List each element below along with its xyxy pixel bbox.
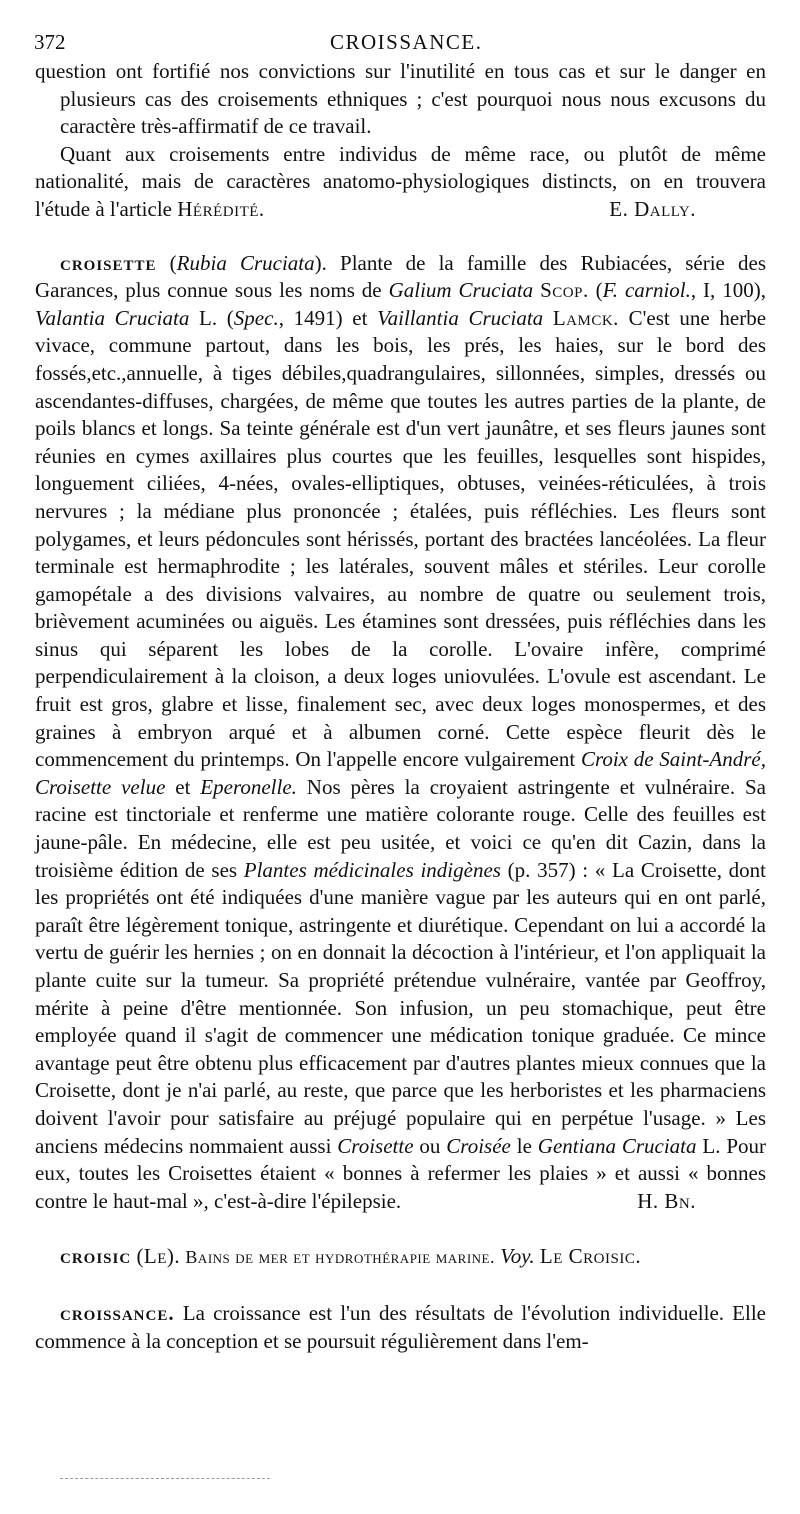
latin-name: Valantia Cruciata (35, 305, 190, 330)
text-body: L. Pour eux, toutes les Croisettes étaient « bonnes à refermer les plaies » et aussi « bonnes contre le haut-mal », c'est-à-dire l'épilepsie. (35, 1133, 767, 1213)
text-body: La croissance est l'un des résultats de l'évolution individuelle. Elle commence à la conception et se poursuit régulièrement dans l'em- (35, 1300, 766, 1353)
vernacular-names: Croix de Saint-André, Croisette velue (35, 747, 766, 799)
author-abbrev: Scop. (540, 278, 589, 303)
citation: F. carniol. (602, 278, 691, 303)
headword-croisette: croisette (60, 250, 157, 275)
book-title: Plantes médicinales indigènes (243, 857, 501, 882)
latin-name: Vaillantia Cruciata (377, 305, 544, 330)
latin-name: Gentiana Cruciata (537, 1133, 697, 1158)
entry-croisic (35, 1243, 766, 1272)
citation: Spec. (233, 305, 279, 330)
signature-bn: H. Bn. (637, 1188, 696, 1213)
signature-dally: E. Dally. (609, 196, 696, 221)
latin-name: Galium Cruciata (388, 278, 534, 303)
cross-reference: Le Croisic. (539, 1244, 642, 1269)
text-body: C'est une herbe vivace, commune partout, dans les bois, les prés, les haies, sur le bord des fossés,etc.,annuelle, à tiges débiles,quadrangulaires, sillonnées, simples, dressés ou ascendantes-diffuses, chargées, de même que toutes les autres parties de la plante, de poils blancs et longs. Sa teinte générale est d'un vert jaunâtre, et ses fleurs jaunes sont réunies en cymes axillaires plus courtes que les feuilles, lesquelles sont hispides, longuement ciliées, 4-nées, ovales-elliptiques, obtuses, veinées-réticulées, à trois nervures ; la médiane plus prononcée ; étalées, puis réfléchies. Les fleurs sont polygames, et leurs pédoncules sont hérissés, portant des bractées lancéolées. La fleur terminale est hermaphrodite ; les latérales, souvent mâles et stériles. Leur corolle gamopétale a des divisions valvaires, au nombre de quatre ou seulement trois, brièvement acuminées ou aiguës. Les étamines sont dressées, puis réfléchies dans les sinus qui séparent les lobes de la corolle. L'ovaire infère, comprimé perpendiculairement à la cloison, a deux loges uniovulées. L'ovule est ascendant. Le fruit est gros, glabre et lisse, finalement sec, avec deux loges monospermes, et des graines à embryon arqué et à albumen corné. Cette espèce fleurit dès le commencement du printemps. On l'appelle encore vulgairement (35, 305, 767, 772)
page-number: 372 (34, 30, 66, 54)
headword-croisic: croisic (60, 1244, 132, 1269)
text-frag: le (516, 1133, 532, 1158)
author-abbrev: Lamck. (552, 305, 619, 330)
intro-text-2: Quant aux croisements entre individus de même race, ou plutôt de même nationalité, mais de caractères anatomo-physiologiques distincts, on en trouvera l'étude à l'article (35, 141, 766, 221)
entry-croisette (35, 250, 766, 1216)
text-frag: ( (595, 278, 603, 303)
text-body: Nos pères la croyaient astringente et vulnéraire. Sa racine est tinctoriale et renferme une matière colorante rouge. Celle des feuilles est jaune-pâle. En médecine, elle est peu usitée, et voici ce qu'en dit Cazin, dans la troisième édition de ses (35, 774, 766, 882)
text-frag: , 1491) et (278, 305, 368, 330)
intro-cross-reference: Hérédité. (177, 196, 265, 221)
text-frag: ou (419, 1133, 441, 1158)
text-frag: (Le). (136, 1244, 181, 1269)
page (34, 28, 767, 1355)
vernacular-name: Croisée (446, 1133, 511, 1158)
text-frag: et (175, 774, 191, 799)
vernacular-name: Eperonelle. (200, 774, 297, 799)
intro-text-1: question ont fortifié nos convictions sur l'inutilité en tous cas et sur le danger en plusieurs cas des croisements ethniques ; c'est pourquoi nous nous excusons du caractère très-affirmatif de ce travail. (35, 59, 766, 139)
intro-paragraph-1 (35, 58, 766, 141)
latin-name: Rubia Cruciata (176, 250, 315, 275)
entry-croissance (35, 1300, 766, 1355)
see-abbrev: Voy. (500, 1244, 535, 1269)
text-frag: ( (169, 250, 177, 275)
text-frag: L. ( (199, 305, 234, 330)
cross-reference-topic: Bains de mer et hydrothérapie marine. (185, 1247, 495, 1268)
headword-croissance: croissance. (60, 1300, 175, 1325)
text-frag: ). Plante de la famille des Rubiacées, série des Garances, plus connue sous les noms de (35, 250, 766, 303)
vernacular-name: Croisette (337, 1133, 414, 1158)
footer-rule (60, 1478, 270, 1479)
running-title: CROISSANCE. (330, 30, 483, 54)
text-body: (p. 357) : « La Croisette, dont les propriétés ont été indiquées d'une manière vague par les auteurs qui en ont parlé, paraît être légèrement tonique, astringente et diurétique. Cependant on lui a accordé la vertu de guérir les hernies ; on en donnait la décoction à l'intérieur, et l'on appliquait la plante cuite sur la tumeur. Sa propriété prétendue vulnéraire, vantée par Geoffroy, mérite à peine d'être mentionnée. Son infusion, un peu stomachique, peut être employée quand il s'agit de commencer une médication tonique graduée. Ce mince avantage peut être obtenu plus efficacement par d'autres plantes mieux connues que la Croisette, dont je n'ai parlé, au reste, que parce que les herboristes et les pharmaciens doivent l'avoir pour satisfaire au préjugé populaire qui en perpétue l'usage. » Les anciens médecins nommaient aussi (35, 857, 766, 1158)
page-header (34, 28, 766, 58)
text-frag: , I, 100), (690, 278, 766, 303)
